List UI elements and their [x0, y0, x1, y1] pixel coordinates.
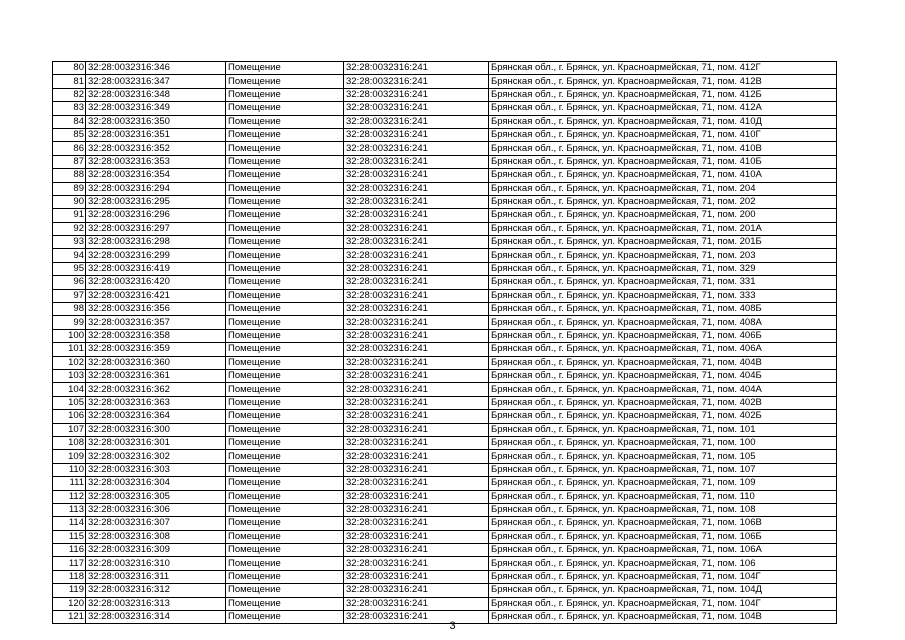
object-type-cell: Помещение: [226, 343, 344, 356]
row-number-cell: 86: [53, 142, 86, 155]
table-row: [53, 88, 837, 101]
row-number-cell: 106: [53, 410, 86, 423]
table-row: [53, 128, 837, 141]
row-number-cell: 92: [53, 222, 86, 235]
table-row: [53, 276, 837, 289]
parent-cadastral-number-cell: 32:28:0032316:241: [344, 503, 489, 516]
row-number-cell: 104: [53, 383, 86, 396]
cadastral-number-cell: 32:28:0032316:305: [86, 490, 226, 503]
parent-cadastral-number-cell: 32:28:0032316:241: [344, 115, 489, 128]
address-cell: Брянская обл., г. Брянск, ул. Красноармейская, 71, пом. 404Б: [489, 369, 837, 382]
object-type-cell: Помещение: [226, 477, 344, 490]
table-row: [53, 557, 837, 570]
object-type-cell: Помещение: [226, 329, 344, 342]
parent-cadastral-number-cell: 32:28:0032316:241: [344, 410, 489, 423]
table-row: [53, 209, 837, 222]
row-number-cell: 118: [53, 570, 86, 583]
table-row: [53, 169, 837, 182]
row-number-cell: 80: [53, 62, 86, 75]
table-row: [53, 195, 837, 208]
object-type-cell: Помещение: [226, 597, 344, 610]
address-cell: Брянская обл., г. Брянск, ул. Красноармейская, 71, пом. 109: [489, 477, 837, 490]
row-number-cell: 87: [53, 155, 86, 168]
row-number-cell: 113: [53, 503, 86, 516]
table-row: [53, 115, 837, 128]
row-number-cell: 89: [53, 182, 86, 195]
row-number-cell: 97: [53, 289, 86, 302]
row-number-cell: 119: [53, 584, 86, 597]
object-type-cell: Помещение: [226, 463, 344, 476]
object-type-cell: Помещение: [226, 128, 344, 141]
address-cell: Брянская обл., г. Брянск, ул. Красноармейская, 71, пом. 203: [489, 249, 837, 262]
table-row: [53, 584, 837, 597]
parent-cadastral-number-cell: 32:28:0032316:241: [344, 557, 489, 570]
table-row: [53, 316, 837, 329]
object-type-cell: Помещение: [226, 236, 344, 249]
cadastral-number-cell: 32:28:0032316:296: [86, 209, 226, 222]
address-cell: Брянская обл., г. Брянск, ул. Красноармейская, 71, пом. 406Б: [489, 329, 837, 342]
address-cell: Брянская обл., г. Брянск, ул. Красноармейская, 71, пом. 412В: [489, 75, 837, 88]
table-row: [53, 356, 837, 369]
address-cell: Брянская обл., г. Брянск, ул. Красноармейская, 71, пом. 410Г: [489, 128, 837, 141]
row-number-cell: 103: [53, 369, 86, 382]
object-type-cell: Помещение: [226, 530, 344, 543]
row-number-cell: 94: [53, 249, 86, 262]
address-cell: Брянская обл., г. Брянск, ул. Красноармейская, 71, пом. 404А: [489, 383, 837, 396]
object-type-cell: Помещение: [226, 436, 344, 449]
address-cell: Брянская обл., г. Брянск, ул. Красноармейская, 71, пом. 101: [489, 423, 837, 436]
object-type-cell: Помещение: [226, 410, 344, 423]
row-number-cell: 100: [53, 329, 86, 342]
object-type-cell: Помещение: [226, 369, 344, 382]
address-cell: Брянская обл., г. Брянск, ул. Красноармейская, 71, пом. 412А: [489, 102, 837, 115]
table-row: [53, 477, 837, 490]
parent-cadastral-number-cell: 32:28:0032316:241: [344, 155, 489, 168]
cadastral-number-cell: 32:28:0032316:314: [86, 611, 226, 624]
cadastral-number-cell: 32:28:0032316:356: [86, 303, 226, 316]
address-cell: Брянская обл., г. Брянск, ул. Красноармейская, 71, пом. 204: [489, 182, 837, 195]
cadastral-number-cell: 32:28:0032316:357: [86, 316, 226, 329]
object-type-cell: Помещение: [226, 249, 344, 262]
row-number-cell: 84: [53, 115, 86, 128]
cadastral-number-cell: 32:28:0032316:362: [86, 383, 226, 396]
property-table-body: [53, 62, 837, 624]
object-type-cell: Помещение: [226, 611, 344, 624]
cadastral-number-cell: 32:28:0032316:313: [86, 597, 226, 610]
parent-cadastral-number-cell: 32:28:0032316:241: [344, 142, 489, 155]
cadastral-number-cell: 32:28:0032316:308: [86, 530, 226, 543]
parent-cadastral-number-cell: 32:28:0032316:241: [344, 62, 489, 75]
object-type-cell: Помещение: [226, 75, 344, 88]
parent-cadastral-number-cell: 32:28:0032316:241: [344, 222, 489, 235]
address-cell: Брянская обл., г. Брянск, ул. Красноармейская, 71, пом. 202: [489, 195, 837, 208]
cadastral-number-cell: 32:28:0032316:361: [86, 369, 226, 382]
table-row: [53, 530, 837, 543]
address-cell: Брянская обл., г. Брянск, ул. Красноармейская, 71, пом. 331: [489, 276, 837, 289]
cadastral-number-cell: 32:28:0032316:301: [86, 436, 226, 449]
address-cell: Брянская обл., г. Брянск, ул. Красноармейская, 71, пом. 201А: [489, 222, 837, 235]
address-cell: Брянская обл., г. Брянск, ул. Красноармейская, 71, пом. 402В: [489, 396, 837, 409]
row-number-cell: 98: [53, 303, 86, 316]
row-number-cell: 91: [53, 209, 86, 222]
table-row: [53, 142, 837, 155]
parent-cadastral-number-cell: 32:28:0032316:241: [344, 490, 489, 503]
parent-cadastral-number-cell: 32:28:0032316:241: [344, 584, 489, 597]
parent-cadastral-number-cell: 32:28:0032316:241: [344, 436, 489, 449]
address-cell: Брянская обл., г. Брянск, ул. Красноармейская, 71, пом. 106: [489, 557, 837, 570]
cadastral-number-cell: 32:28:0032316:352: [86, 142, 226, 155]
object-type-cell: Помещение: [226, 396, 344, 409]
cadastral-number-cell: 32:28:0032316:303: [86, 463, 226, 476]
address-cell: Брянская обл., г. Брянск, ул. Красноармейская, 71, пом. 110: [489, 490, 837, 503]
parent-cadastral-number-cell: 32:28:0032316:241: [344, 517, 489, 530]
row-number-cell: 114: [53, 517, 86, 530]
address-cell: Брянская обл., г. Брянск, ул. Красноармейская, 71, пом. 106В: [489, 517, 837, 530]
row-number-cell: 117: [53, 557, 86, 570]
row-number-cell: 82: [53, 88, 86, 101]
cadastral-number-cell: 32:28:0032316:300: [86, 423, 226, 436]
parent-cadastral-number-cell: 32:28:0032316:241: [344, 209, 489, 222]
cadastral-number-cell: 32:28:0032316:421: [86, 289, 226, 302]
address-cell: Брянская обл., г. Брянск, ул. Красноармейская, 71, пом. 410Д: [489, 115, 837, 128]
row-number-cell: 93: [53, 236, 86, 249]
parent-cadastral-number-cell: 32:28:0032316:241: [344, 530, 489, 543]
object-type-cell: Помещение: [226, 544, 344, 557]
address-cell: Брянская обл., г. Брянск, ул. Красноармейская, 71, пом. 200: [489, 209, 837, 222]
parent-cadastral-number-cell: 32:28:0032316:241: [344, 343, 489, 356]
parent-cadastral-number-cell: 32:28:0032316:241: [344, 303, 489, 316]
cadastral-number-cell: 32:28:0032316:360: [86, 356, 226, 369]
parent-cadastral-number-cell: 32:28:0032316:241: [344, 329, 489, 342]
table-row: [53, 62, 837, 75]
cadastral-number-cell: 32:28:0032316:304: [86, 477, 226, 490]
object-type-cell: Помещение: [226, 490, 344, 503]
parent-cadastral-number-cell: 32:28:0032316:241: [344, 450, 489, 463]
table-row: [53, 236, 837, 249]
address-cell: Брянская обл., г. Брянск, ул. Красноармейская, 71, пом. 333: [489, 289, 837, 302]
parent-cadastral-number-cell: 32:28:0032316:241: [344, 597, 489, 610]
row-number-cell: 95: [53, 262, 86, 275]
row-number-cell: 105: [53, 396, 86, 409]
object-type-cell: Помещение: [226, 383, 344, 396]
object-type-cell: Помещение: [226, 169, 344, 182]
parent-cadastral-number-cell: 32:28:0032316:241: [344, 423, 489, 436]
cadastral-number-cell: 32:28:0032316:419: [86, 262, 226, 275]
object-type-cell: Помещение: [226, 356, 344, 369]
table-row: [53, 343, 837, 356]
address-cell: Брянская обл., г. Брянск, ул. Красноармейская, 71, пом. 412Б: [489, 88, 837, 101]
parent-cadastral-number-cell: 32:28:0032316:241: [344, 570, 489, 583]
address-cell: Брянская обл., г. Брянск, ул. Красноармейская, 71, пом. 105: [489, 450, 837, 463]
table-row: [53, 369, 837, 382]
parent-cadastral-number-cell: 32:28:0032316:241: [344, 182, 489, 195]
row-number-cell: 96: [53, 276, 86, 289]
row-number-cell: 81: [53, 75, 86, 88]
address-cell: Брянская обл., г. Брянск, ул. Красноармейская, 71, пом. 329: [489, 262, 837, 275]
table-row: [53, 450, 837, 463]
object-type-cell: Помещение: [226, 517, 344, 530]
object-type-cell: Помещение: [226, 503, 344, 516]
cadastral-number-cell: 32:28:0032316:307: [86, 517, 226, 530]
table-row: [53, 436, 837, 449]
row-number-cell: 83: [53, 102, 86, 115]
cadastral-number-cell: 32:28:0032316:363: [86, 396, 226, 409]
address-cell: Брянская обл., г. Брянск, ул. Красноармейская, 71, пом. 106Б: [489, 530, 837, 543]
cadastral-number-cell: 32:28:0032316:310: [86, 557, 226, 570]
cadastral-number-cell: 32:28:0032316:353: [86, 155, 226, 168]
row-number-cell: 116: [53, 544, 86, 557]
table-row: [53, 303, 837, 316]
table-row: [53, 490, 837, 503]
table-row: [53, 396, 837, 409]
parent-cadastral-number-cell: 32:28:0032316:241: [344, 316, 489, 329]
cadastral-number-cell: 32:28:0032316:351: [86, 128, 226, 141]
cadastral-number-cell: 32:28:0032316:311: [86, 570, 226, 583]
object-type-cell: Помещение: [226, 303, 344, 316]
row-number-cell: 102: [53, 356, 86, 369]
object-type-cell: Помещение: [226, 570, 344, 583]
parent-cadastral-number-cell: 32:28:0032316:241: [344, 88, 489, 101]
row-number-cell: 107: [53, 423, 86, 436]
row-number-cell: 101: [53, 343, 86, 356]
parent-cadastral-number-cell: 32:28:0032316:241: [344, 169, 489, 182]
address-cell: Брянская обл., г. Брянск, ул. Красноармейская, 71, пом. 100: [489, 436, 837, 449]
parent-cadastral-number-cell: 32:28:0032316:241: [344, 75, 489, 88]
table-row: [53, 222, 837, 235]
cadastral-number-cell: 32:28:0032316:302: [86, 450, 226, 463]
address-cell: Брянская обл., г. Брянск, ул. Красноармейская, 71, пом. 410А: [489, 169, 837, 182]
address-cell: Брянская обл., г. Брянск, ул. Красноармейская, 71, пом. 104Д: [489, 584, 837, 597]
row-number-cell: 88: [53, 169, 86, 182]
table-row: [53, 503, 837, 516]
object-type-cell: Помещение: [226, 584, 344, 597]
table-row: [53, 423, 837, 436]
cadastral-number-cell: 32:28:0032316:299: [86, 249, 226, 262]
address-cell: Брянская обл., г. Брянск, ул. Красноармейская, 71, пом. 108: [489, 503, 837, 516]
cadastral-number-cell: 32:28:0032316:364: [86, 410, 226, 423]
object-type-cell: Помещение: [226, 289, 344, 302]
address-cell: Брянская обл., г. Брянск, ул. Красноармейская, 71, пом. 402Б: [489, 410, 837, 423]
parent-cadastral-number-cell: 32:28:0032316:241: [344, 195, 489, 208]
parent-cadastral-number-cell: 32:28:0032316:241: [344, 102, 489, 115]
cadastral-number-cell: 32:28:0032316:349: [86, 102, 226, 115]
parent-cadastral-number-cell: 32:28:0032316:241: [344, 477, 489, 490]
address-cell: Брянская обл., г. Брянск, ул. Красноармейская, 71, пом. 410Б: [489, 155, 837, 168]
object-type-cell: Помещение: [226, 450, 344, 463]
row-number-cell: 99: [53, 316, 86, 329]
row-number-cell: 110: [53, 463, 86, 476]
cadastral-number-cell: 32:28:0032316:295: [86, 195, 226, 208]
object-type-cell: Помещение: [226, 276, 344, 289]
property-table: [52, 61, 837, 624]
row-number-cell: 112: [53, 490, 86, 503]
row-number-cell: 108: [53, 436, 86, 449]
address-cell: Брянская обл., г. Брянск, ул. Красноармейская, 71, пом. 104Г: [489, 570, 837, 583]
cadastral-number-cell: 32:28:0032316:354: [86, 169, 226, 182]
parent-cadastral-number-cell: 32:28:0032316:241: [344, 369, 489, 382]
object-type-cell: Помещение: [226, 155, 344, 168]
object-type-cell: Помещение: [226, 222, 344, 235]
table-row: [53, 597, 837, 610]
page-number: 3: [449, 620, 456, 632]
object-type-cell: Помещение: [226, 262, 344, 275]
parent-cadastral-number-cell: 32:28:0032316:241: [344, 128, 489, 141]
address-cell: Брянская обл., г. Брянск, ул. Красноармейская, 71, пом. 107: [489, 463, 837, 476]
table-row: [53, 249, 837, 262]
table-row: [53, 155, 837, 168]
address-cell: Брянская обл., г. Брянск, ул. Красноармейская, 71, пом. 404В: [489, 356, 837, 369]
table-row: [53, 329, 837, 342]
cadastral-number-cell: 32:28:0032316:346: [86, 62, 226, 75]
address-cell: Брянская обл., г. Брянск, ул. Красноармейская, 71, пом. 104В: [489, 611, 837, 624]
object-type-cell: Помещение: [226, 142, 344, 155]
table-row: [53, 517, 837, 530]
cadastral-number-cell: 32:28:0032316:350: [86, 115, 226, 128]
parent-cadastral-number-cell: 32:28:0032316:241: [344, 383, 489, 396]
parent-cadastral-number-cell: 32:28:0032316:241: [344, 276, 489, 289]
table-row: [53, 383, 837, 396]
cadastral-number-cell: 32:28:0032316:312: [86, 584, 226, 597]
parent-cadastral-number-cell: 32:28:0032316:241: [344, 356, 489, 369]
parent-cadastral-number-cell: 32:28:0032316:241: [344, 236, 489, 249]
cadastral-number-cell: 32:28:0032316:420: [86, 276, 226, 289]
address-cell: Брянская обл., г. Брянск, ул. Красноармейская, 71, пом. 412Г: [489, 62, 837, 75]
row-number-cell: 90: [53, 195, 86, 208]
cadastral-number-cell: 32:28:0032316:298: [86, 236, 226, 249]
table-row: [53, 544, 837, 557]
row-number-cell: 120: [53, 597, 86, 610]
cadastral-number-cell: 32:28:0032316:309: [86, 544, 226, 557]
object-type-cell: Помещение: [226, 195, 344, 208]
object-type-cell: Помещение: [226, 423, 344, 436]
table-row: [53, 102, 837, 115]
address-cell: Брянская обл., г. Брянск, ул. Красноармейская, 71, пом. 104Г: [489, 597, 837, 610]
address-cell: Брянская обл., г. Брянск, ул. Красноармейская, 71, пом. 408А: [489, 316, 837, 329]
table-row: [53, 570, 837, 583]
parent-cadastral-number-cell: 32:28:0032316:241: [344, 463, 489, 476]
address-cell: Брянская обл., г. Брянск, ул. Красноармейская, 71, пом. 408Б: [489, 303, 837, 316]
object-type-cell: Помещение: [226, 62, 344, 75]
parent-cadastral-number-cell: 32:28:0032316:241: [344, 544, 489, 557]
cadastral-number-cell: 32:28:0032316:297: [86, 222, 226, 235]
table-row: [53, 262, 837, 275]
cadastral-number-cell: 32:28:0032316:294: [86, 182, 226, 195]
table-row: [53, 463, 837, 476]
cadastral-number-cell: 32:28:0032316:359: [86, 343, 226, 356]
row-number-cell: 115: [53, 530, 86, 543]
object-type-cell: Помещение: [226, 88, 344, 101]
parent-cadastral-number-cell: 32:28:0032316:241: [344, 262, 489, 275]
row-number-cell: 109: [53, 450, 86, 463]
object-type-cell: Помещение: [226, 557, 344, 570]
object-type-cell: Помещение: [226, 115, 344, 128]
cadastral-number-cell: 32:28:0032316:348: [86, 88, 226, 101]
table-row: [53, 410, 837, 423]
address-cell: Брянская обл., г. Брянск, ул. Красноармейская, 71, пом. 106А: [489, 544, 837, 557]
address-cell: Брянская обл., г. Брянск, ул. Красноармейская, 71, пом. 201Б: [489, 236, 837, 249]
address-cell: Брянская обл., г. Брянск, ул. Красноармейская, 71, пом. 406А: [489, 343, 837, 356]
object-type-cell: Помещение: [226, 102, 344, 115]
parent-cadastral-number-cell: 32:28:0032316:241: [344, 396, 489, 409]
row-number-cell: 85: [53, 128, 86, 141]
object-type-cell: Помещение: [226, 182, 344, 195]
cadastral-number-cell: 32:28:0032316:347: [86, 75, 226, 88]
row-number-cell: 121: [53, 611, 86, 624]
parent-cadastral-number-cell: 32:28:0032316:241: [344, 611, 489, 624]
object-type-cell: Помещение: [226, 316, 344, 329]
row-number-cell: 111: [53, 477, 86, 490]
object-type-cell: Помещение: [226, 209, 344, 222]
parent-cadastral-number-cell: 32:28:0032316:241: [344, 289, 489, 302]
table-row: [53, 75, 837, 88]
table-row: [53, 289, 837, 302]
address-cell: Брянская обл., г. Брянск, ул. Красноармейская, 71, пом. 410В: [489, 142, 837, 155]
parent-cadastral-number-cell: 32:28:0032316:241: [344, 249, 489, 262]
cadastral-number-cell: 32:28:0032316:306: [86, 503, 226, 516]
cadastral-number-cell: 32:28:0032316:358: [86, 329, 226, 342]
table-row: [53, 182, 837, 195]
